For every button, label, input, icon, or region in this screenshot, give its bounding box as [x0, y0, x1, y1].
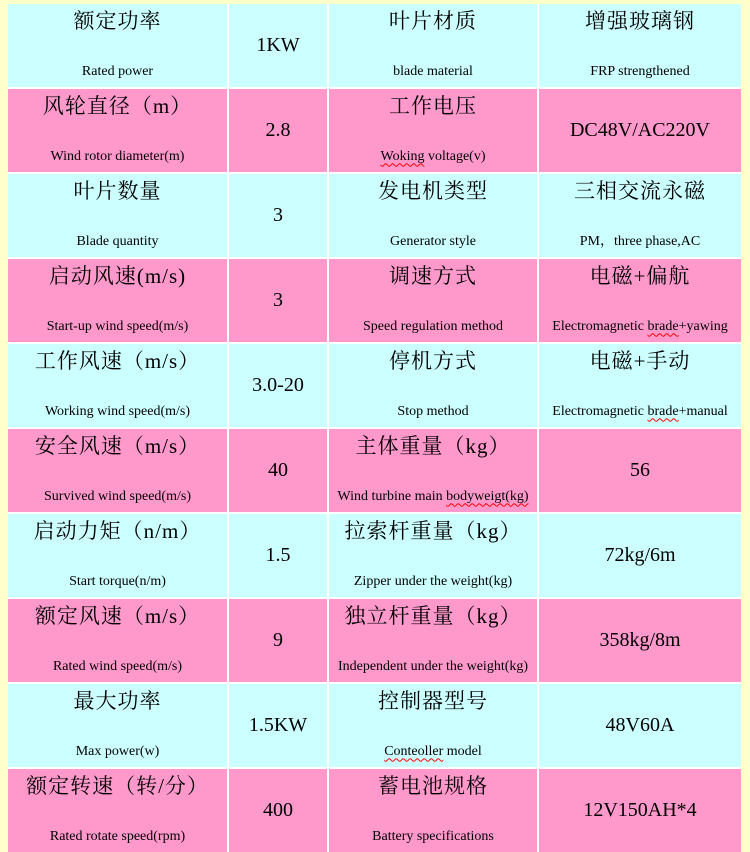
label-zh: 控制器型号 [378, 689, 488, 713]
misspelled-word: Woking [380, 148, 425, 164]
label-zh: 叶片数量 [73, 179, 162, 203]
spec-label-cell [328, 428, 538, 513]
spec-label-cell [8, 768, 228, 852]
misspelled-word: Conteoller [384, 743, 444, 759]
label-en: Conteoller model [384, 743, 482, 759]
cell-value: DC48V/AC220V [569, 119, 710, 141]
spec-label-cell [8, 598, 228, 683]
spec-value-cell [228, 258, 328, 343]
label-pair [8, 599, 227, 682]
spec-label-cell [8, 428, 228, 513]
cell-value: 56 [630, 459, 650, 481]
label-en: Survived wind speed(m/s) [44, 488, 191, 504]
value-pair [539, 4, 741, 87]
label-en: Zipper under the weight(kg) [353, 573, 513, 589]
spec-label-cell [328, 598, 538, 683]
label-zh: 额定风速（m/s） [34, 604, 201, 628]
cell-value: 48V60A [605, 714, 675, 736]
label-en: Generator style [390, 233, 476, 249]
spec-value-cell [538, 88, 741, 173]
label-pair [8, 4, 227, 87]
label-zh: 独立杆重量（kg） [344, 604, 522, 628]
misspelled-word: brade [647, 318, 679, 334]
value-zh: 增强玻璃钢 [585, 9, 695, 33]
spec-value-cell [228, 173, 328, 258]
label-en: Rated power [81, 63, 154, 79]
label-pair [8, 684, 227, 767]
value-zh: 三相交流永磁 [574, 179, 706, 203]
cell-value: 9 [273, 629, 283, 651]
spec-label-cell [8, 513, 228, 598]
label-zh: 拉索杆重量（kg） [344, 519, 522, 543]
label-zh: 启动风速(m/s) [48, 264, 187, 288]
label-zh: 发电机类型 [378, 179, 488, 203]
spec-value-cell [538, 258, 741, 343]
label-pair [329, 89, 537, 172]
label-zh: 启动力矩（n/m） [33, 519, 202, 543]
label-pair [329, 344, 537, 427]
spec-value-cell [228, 513, 328, 598]
spec-label-cell [328, 173, 538, 258]
spec-value-cell [228, 428, 328, 513]
label-en: Working wind speed(m/s) [44, 403, 191, 419]
spec-label-cell [328, 343, 538, 428]
label-pair [8, 514, 227, 597]
table-row [8, 88, 741, 173]
spec-label-cell [328, 513, 538, 598]
spec-value-cell [228, 598, 328, 683]
cell-value: 400 [263, 799, 293, 821]
cell-value: 2.8 [265, 119, 291, 141]
table-row [8, 768, 741, 852]
spec-label-cell [8, 88, 228, 173]
label-zh: 蓄电池规格 [378, 774, 488, 798]
table-row [8, 343, 741, 428]
spec-label-cell [328, 768, 538, 852]
spec-value-cell [228, 768, 328, 852]
table-row [8, 428, 741, 513]
spec-label-cell [8, 258, 228, 343]
label-pair [8, 769, 227, 852]
label-pair [329, 4, 537, 87]
label-en: Rated wind speed(m/s) [52, 658, 183, 674]
label-zh: 工作电压 [389, 94, 477, 118]
table-row [8, 683, 741, 768]
label-zh: 停机方式 [389, 349, 477, 373]
spec-value-cell [228, 88, 328, 173]
label-pair [329, 429, 537, 512]
value-zh: 电磁+手动 [589, 349, 691, 373]
label-en: blade material [393, 63, 473, 79]
table-row [8, 513, 741, 598]
label-en: Independent under the weight(kg) [337, 658, 529, 674]
spec-value-cell [538, 598, 741, 683]
spec-label-cell [8, 4, 228, 88]
label-pair [329, 174, 537, 257]
label-en: Woking voltage(v) [380, 148, 486, 164]
value-en: FRP strengthened [590, 63, 690, 79]
label-pair [329, 259, 537, 342]
cell-value: 40 [268, 459, 288, 481]
label-en: Stop method [397, 403, 469, 419]
table-row [8, 4, 741, 88]
spec-value-cell [538, 173, 741, 258]
label-pair [8, 174, 227, 257]
spec-value-cell [228, 4, 328, 88]
cell-value: 358kg/8m [599, 629, 681, 651]
spec-label-cell [328, 683, 538, 768]
label-zh: 风轮直径（m） [42, 94, 193, 118]
label-pair [8, 259, 227, 342]
label-en: Max power(w) [75, 743, 160, 759]
spec-label-cell [8, 173, 228, 258]
spec-label-cell [328, 258, 538, 343]
cell-value: 3 [273, 289, 283, 311]
label-zh: 额定转速（转/分） [26, 774, 209, 798]
label-pair [329, 684, 537, 767]
value-pair [539, 174, 741, 257]
spec-label-cell [328, 4, 538, 88]
label-zh: 安全风速（m/s） [34, 434, 201, 458]
cell-value: 3.0-20 [252, 374, 304, 396]
label-en: Blade quantity [76, 233, 159, 249]
label-zh: 主体重量（kg） [355, 434, 511, 458]
misspelled-word: bodyweigt(kg) [446, 488, 529, 504]
table-row [8, 173, 741, 258]
spec-value-cell [538, 513, 741, 598]
label-zh: 最大功率 [73, 689, 162, 713]
label-zh: 额定功率 [73, 9, 162, 33]
spec-label-cell [328, 88, 538, 173]
value-zh: 电磁+偏航 [589, 264, 691, 288]
cell-value: 12V150AH*4 [583, 799, 697, 821]
value-pair [539, 344, 741, 427]
value-en: Electromagnetic brade+yawing [552, 318, 728, 334]
table-row [8, 258, 741, 343]
cell-value: 3 [273, 204, 283, 226]
cell-value: 1.5KW [248, 714, 308, 736]
spec-value-cell [538, 768, 741, 852]
label-pair [8, 429, 227, 512]
label-pair [329, 599, 537, 682]
label-zh: 叶片材质 [389, 9, 477, 33]
label-zh: 工作风速（m/s） [34, 349, 201, 373]
spec-label-cell [8, 683, 228, 768]
label-en: Wind rotor diameter(m) [50, 148, 185, 164]
label-pair [329, 769, 537, 852]
spec-value-cell [538, 683, 741, 768]
label-en: Rated rotate speed(rpm) [49, 828, 186, 844]
value-pair [539, 259, 741, 342]
cell-value: 72kg/6m [604, 544, 676, 566]
cell-value: 1KW [256, 34, 300, 56]
spec-value-cell [228, 343, 328, 428]
label-en: Start torque(n/m) [69, 573, 166, 589]
label-pair [8, 344, 227, 427]
cell-value: 1.5 [265, 544, 291, 566]
label-zh: 调速方式 [389, 264, 477, 288]
spec-value-cell [538, 428, 741, 513]
table-row [8, 598, 741, 683]
misspelled-word: brade [647, 403, 679, 419]
label-en: Start-up wind speed(m/s) [46, 318, 189, 334]
value-en: Electromagnetic brade+manual [552, 403, 728, 419]
spec-label-cell [8, 343, 228, 428]
spec-value-cell [538, 343, 741, 428]
label-pair [8, 89, 227, 172]
value-en: PM，three phase,AC [579, 233, 701, 249]
label-en: Battery specifications [372, 828, 494, 844]
label-pair [329, 514, 537, 597]
label-en: Wind turbine main bodyweigt(kg) [337, 488, 529, 504]
spec-value-cell [538, 4, 741, 88]
spec-table [8, 4, 741, 852]
label-en: Speed regulation method [363, 318, 503, 334]
spec-value-cell [228, 683, 328, 768]
